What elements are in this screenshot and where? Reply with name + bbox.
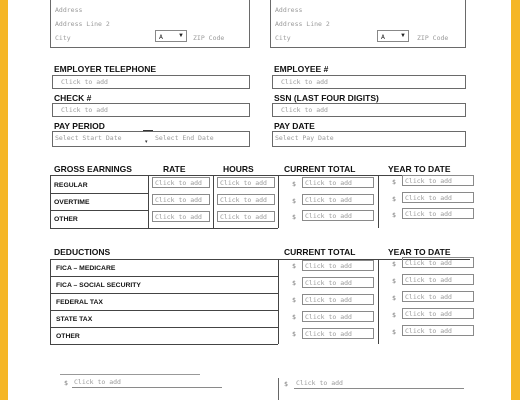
pay-period-field	[52, 131, 250, 147]
row-label-regular: REGULAR	[54, 182, 88, 189]
currency-symbol: $	[292, 330, 296, 338]
placeholder: Click to add	[61, 78, 108, 86]
other-current-total-input[interactable]	[302, 210, 374, 221]
pay-period-start-picker[interactable]: Select Start Date	[55, 134, 122, 142]
employee-address-block	[270, 0, 466, 48]
overtime-hours-input[interactable]	[217, 194, 275, 205]
other-deduction-ytd-input[interactable]	[402, 325, 474, 336]
federal-tax-current-input[interactable]	[302, 294, 374, 305]
placeholder: Select Pay Date	[275, 134, 334, 142]
placeholder: Click to add	[305, 330, 352, 338]
address-field[interactable]: Address	[275, 6, 303, 14]
placeholder: Click to add	[305, 279, 352, 287]
year-to-date-header: YEAR TO DATE	[388, 164, 451, 174]
currency-symbol: $	[284, 380, 288, 388]
placeholder: Click to add	[296, 379, 343, 387]
currency-symbol: $	[292, 313, 296, 321]
placeholder: Click to add	[405, 177, 452, 185]
currency-symbol: $	[292, 197, 296, 205]
city-field[interactable]: City	[55, 34, 71, 42]
placeholder: Click to add	[405, 276, 452, 284]
placeholder: Click to add	[305, 296, 352, 304]
table-rule	[50, 344, 278, 345]
currency-symbol: $	[392, 277, 396, 285]
placeholder: Click to add	[305, 179, 352, 187]
pay-stub-form	[8, 0, 511, 400]
address-line2-field[interactable]: Address Line 2	[55, 20, 110, 28]
regular-ytd-input[interactable]	[402, 175, 474, 186]
other-hours-input[interactable]	[217, 211, 275, 222]
fica-medicare-ytd-input[interactable]	[402, 257, 474, 268]
table-rule	[50, 293, 278, 294]
currency-symbol: $	[392, 260, 396, 268]
state-select[interactable]	[377, 30, 409, 42]
pay-date-picker[interactable]	[272, 131, 466, 147]
table-rule	[148, 175, 149, 228]
regular-hours-input[interactable]	[217, 177, 275, 188]
address-field[interactable]: Address	[55, 6, 83, 14]
currency-symbol: $	[292, 262, 296, 270]
pay-date-label: PAY DATE	[274, 121, 315, 131]
check-number-label: CHECK #	[54, 93, 92, 103]
other-ytd-input[interactable]	[402, 208, 474, 219]
row-label-other: OTHER	[54, 216, 78, 223]
employer-telephone-label: EMPLOYER TELEPHONE	[54, 64, 157, 74]
state-select[interactable]	[155, 30, 187, 42]
pay-period-label: PAY PERIOD	[54, 121, 105, 131]
row-label-fica-medicare: FICA – MEDICARE	[56, 265, 116, 272]
overtime-rate-input[interactable]	[152, 194, 210, 205]
city-field[interactable]: City	[275, 34, 291, 42]
currency-symbol: $	[392, 178, 396, 186]
rule	[60, 374, 200, 375]
placeholder: Click to add	[155, 179, 202, 187]
placeholder: Click to add	[281, 106, 328, 114]
ssn-input[interactable]	[272, 103, 466, 117]
zip-field[interactable]: ZIP Code	[193, 34, 225, 42]
table-rule	[213, 175, 214, 228]
table-rule	[50, 210, 148, 211]
fica-social-security-ytd-input[interactable]	[402, 274, 474, 285]
employee-number-label: EMPLOYEE #	[274, 64, 329, 74]
state-tax-ytd-input[interactable]	[402, 308, 474, 319]
fica-social-security-current-input[interactable]	[302, 277, 374, 288]
rate-header: RATE	[163, 164, 186, 174]
currency-symbol: $	[292, 279, 296, 287]
placeholder: Click to add	[405, 327, 452, 335]
row-label-federal-tax: FEDERAL TAX	[56, 299, 103, 306]
table-rule	[50, 259, 51, 344]
currency-symbol: $	[292, 213, 296, 221]
row-label-other: OTHER	[56, 333, 80, 340]
placeholder: Click to add	[305, 313, 352, 321]
currency-symbol: $	[64, 379, 68, 387]
row-label-state-tax: STATE TAX	[56, 316, 93, 323]
ssn-label: SSN (LAST FOUR DIGITS)	[274, 93, 379, 103]
currency-symbol: $	[392, 211, 396, 219]
current-total-header: CURRENT TOTAL	[284, 247, 356, 257]
currency-symbol: $	[392, 294, 396, 302]
placeholder: Click to add	[305, 262, 352, 270]
placeholder: Click to add	[155, 196, 202, 204]
employee-number-input[interactable]	[272, 75, 466, 89]
placeholder: Click to add	[405, 194, 452, 202]
state-value: A	[381, 33, 385, 41]
currency-symbol: $	[392, 195, 396, 203]
other-rate-input[interactable]	[152, 211, 210, 222]
table-rule	[278, 259, 279, 344]
pay-period-end-picker[interactable]: Select End Date	[155, 134, 214, 142]
placeholder: Click to add	[405, 210, 452, 218]
placeholder: Click to add	[405, 259, 452, 267]
placeholder: Click to add	[405, 310, 452, 318]
placeholder: Click to add	[305, 212, 352, 220]
table-rule	[278, 175, 279, 228]
table-rule	[50, 193, 148, 194]
currency-symbol: $	[392, 311, 396, 319]
currency-symbol: $	[392, 328, 396, 336]
currency-symbol: $	[292, 296, 296, 304]
hours-header: HOURS	[223, 164, 254, 174]
placeholder: Click to add	[61, 106, 108, 114]
chevron-down-icon: ▼	[400, 33, 406, 39]
year-to-date-header: YEAR TO DATE	[388, 247, 451, 257]
chevron-down-icon: ▼	[178, 33, 184, 39]
state-tax-current-input[interactable]	[302, 311, 374, 322]
employer-address-block	[50, 0, 250, 48]
table-rule	[50, 310, 278, 311]
placeholder: Click to add	[74, 378, 121, 386]
table-rule	[378, 175, 379, 228]
current-total-header: CURRENT TOTAL	[284, 164, 356, 174]
table-rule	[50, 228, 278, 229]
table-rule	[50, 327, 278, 328]
table-rule	[378, 259, 379, 344]
zip-field[interactable]: ZIP Code	[417, 34, 449, 42]
other-deduction-current-input[interactable]	[302, 328, 374, 339]
overtime-ytd-input[interactable]	[402, 192, 474, 203]
federal-tax-ytd-input[interactable]	[402, 291, 474, 302]
net-pay-current-input[interactable]	[72, 377, 222, 388]
check-number-input[interactable]	[52, 103, 250, 117]
placeholder: Click to add	[281, 78, 328, 86]
employer-telephone-input[interactable]	[52, 75, 250, 89]
chevron-down-icon: ▾	[145, 139, 148, 145]
fica-medicare-current-input[interactable]	[302, 260, 374, 271]
gross-earnings-header: GROSS EARNINGS	[54, 164, 132, 174]
deductions-header: DEDUCTIONS	[54, 247, 111, 257]
regular-current-total-input[interactable]	[302, 177, 374, 188]
overtime-current-total-input[interactable]	[302, 194, 374, 205]
rule	[278, 378, 279, 400]
currency-symbol: $	[292, 180, 296, 188]
placeholder: Click to add	[220, 179, 267, 187]
regular-rate-input[interactable]	[152, 177, 210, 188]
placeholder: Click to add	[220, 213, 267, 221]
row-label-overtime: OVERTIME	[54, 199, 90, 206]
placeholder: Click to add	[155, 213, 202, 221]
placeholder: Click to add	[305, 196, 352, 204]
row-label-fica-social-security: FICA – SOCIAL SECURITY	[56, 282, 141, 289]
state-value: A	[159, 33, 163, 41]
table-rule	[50, 175, 51, 228]
table-rule	[50, 276, 278, 277]
net-pay-ytd-input[interactable]	[294, 378, 464, 389]
placeholder: Click to add	[220, 196, 267, 204]
date-separator	[143, 130, 153, 131]
placeholder: Click to add	[405, 293, 452, 301]
address-line2-field[interactable]: Address Line 2	[275, 20, 330, 28]
